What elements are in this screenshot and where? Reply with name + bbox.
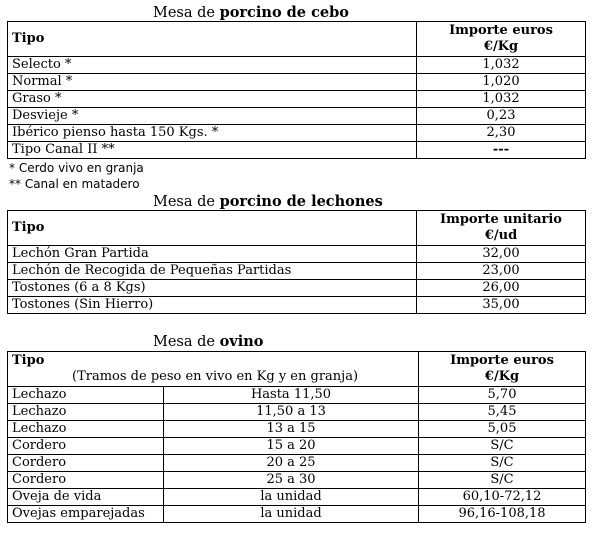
cebo-header-row	[8, 22, 586, 57]
cebo-importe: 1,032	[417, 57, 586, 74]
cebo-title-bold: porcino de cebo	[219, 4, 349, 21]
cebo-col-importe-line1: Importe euros	[449, 23, 553, 38]
ovino-importe: 96,16-108,18	[419, 506, 586, 523]
ovino-col-tramos: (Tramos de peso en vivo en Kg y en granja)	[72, 369, 359, 384]
table-row	[8, 91, 586, 108]
table-row	[8, 297, 586, 314]
table-row	[8, 455, 586, 472]
ovino-tipo: Cordero	[8, 455, 164, 472]
ovino-tipo: Oveja de vida	[8, 489, 164, 506]
ovino-tramo: 11,50 a 13	[164, 404, 419, 421]
lechones-tipo: Tostones (Sin Hierro)	[8, 297, 417, 314]
ovino-tramo: 13 a 15	[164, 421, 419, 438]
cebo-importe: 0,23	[417, 108, 586, 125]
lechones-tipo: Lechón Gran Partida	[8, 246, 417, 263]
table-row	[8, 472, 586, 489]
ovino-tramo: 20 a 25	[164, 455, 419, 472]
lechones-tipo: Tostones (6 a 8 Kgs)	[8, 280, 417, 297]
ovino-col-tipo-label: Tipo	[12, 353, 45, 368]
cebo-table	[7, 21, 586, 159]
table-row	[8, 387, 586, 404]
table-row	[8, 74, 586, 91]
table-row	[8, 280, 586, 297]
ovino-importe: S/C	[419, 455, 586, 472]
ovino-tramo: 15 a 20	[164, 438, 419, 455]
lechones-title	[153, 193, 383, 210]
cebo-title	[153, 4, 349, 21]
lechones-importe: 26,00	[417, 280, 586, 297]
ovino-tramo: la unidad	[164, 489, 419, 506]
cebo-tipo: Normal *	[8, 74, 417, 91]
cebo-tipo: Tipo Canal II **	[8, 142, 417, 159]
table-row	[8, 263, 586, 280]
cebo-tipo: Graso *	[8, 91, 417, 108]
ovino-importe: 5,45	[419, 404, 586, 421]
cebo-col-tipo: Tipo	[8, 22, 417, 57]
cebo-tipo: Selecto *	[8, 57, 417, 74]
lechones-importe: 32,00	[417, 246, 586, 263]
table-row	[8, 421, 586, 438]
lechones-importe: 35,00	[417, 297, 586, 314]
lechones-table	[7, 210, 586, 314]
ovino-title	[153, 333, 263, 350]
ovino-importe: S/C	[419, 472, 586, 489]
lechones-col-importe-line1: Importe unitario	[440, 212, 562, 227]
ovino-tramo: Hasta 11,50	[164, 387, 419, 404]
lechones-title-bold: porcino de lechones	[219, 193, 383, 210]
table-row	[8, 246, 586, 263]
table-row	[8, 57, 586, 74]
lechones-col-importe-line2: €/ud	[484, 228, 518, 243]
ovino-col-importe	[419, 352, 586, 387]
cebo-tipo: Desvieje *	[8, 108, 417, 125]
ovino-title-prefix: Mesa de	[153, 334, 215, 350]
lechones-importe: 23,00	[417, 263, 586, 280]
cebo-note-2: ** Canal en matadero	[9, 177, 140, 191]
lechones-col-importe	[417, 211, 586, 246]
ovino-table	[7, 351, 586, 523]
ovino-tipo: Cordero	[8, 438, 164, 455]
ovino-tipo: Lechazo	[8, 387, 164, 404]
ovino-tipo: Lechazo	[8, 404, 164, 421]
table-row	[8, 404, 586, 421]
lechones-header-row	[8, 211, 586, 246]
ovino-importe: S/C	[419, 438, 586, 455]
cebo-tipo: Ibérico pienso hasta 150 Kgs. *	[8, 125, 417, 142]
ovino-col-tipo	[8, 352, 419, 387]
cebo-importe: ---	[417, 142, 586, 159]
table-row	[8, 506, 586, 523]
table-row	[8, 489, 586, 506]
ovino-tipo: Ovejas emparejadas	[8, 506, 164, 523]
table-row	[8, 438, 586, 455]
ovino-tramo: 25 a 30	[164, 472, 419, 489]
table-row	[8, 142, 586, 159]
ovino-tipo: Cordero	[8, 472, 164, 489]
lechones-col-tipo: Tipo	[8, 211, 417, 246]
ovino-title-bold: ovino	[219, 333, 264, 350]
cebo-col-importe-line2: €/Kg	[483, 39, 519, 54]
cebo-title-prefix: Mesa de	[153, 5, 215, 21]
cebo-importe: 1,032	[417, 91, 586, 108]
table-row	[8, 108, 586, 125]
ovino-tipo: Lechazo	[8, 421, 164, 438]
ovino-importe: 60,10-72,12	[419, 489, 586, 506]
table-row	[8, 125, 586, 142]
ovino-header-row	[8, 352, 586, 387]
ovino-tramo: la unidad	[164, 506, 419, 523]
ovino-col-importe-line1: Importe euros	[450, 353, 554, 368]
cebo-col-importe	[417, 22, 586, 57]
ovino-importe: 5,70	[419, 387, 586, 404]
lechones-title-prefix: Mesa de	[153, 194, 215, 210]
cebo-importe: 1,020	[417, 74, 586, 91]
cebo-importe: 2,30	[417, 125, 586, 142]
cebo-note-1: * Cerdo vivo en granja	[9, 161, 144, 175]
lechones-tipo: Lechón de Recogida de Pequeñas Partidas	[8, 263, 417, 280]
ovino-importe: 5,05	[419, 421, 586, 438]
ovino-col-importe-line2: €/Kg	[484, 369, 520, 384]
